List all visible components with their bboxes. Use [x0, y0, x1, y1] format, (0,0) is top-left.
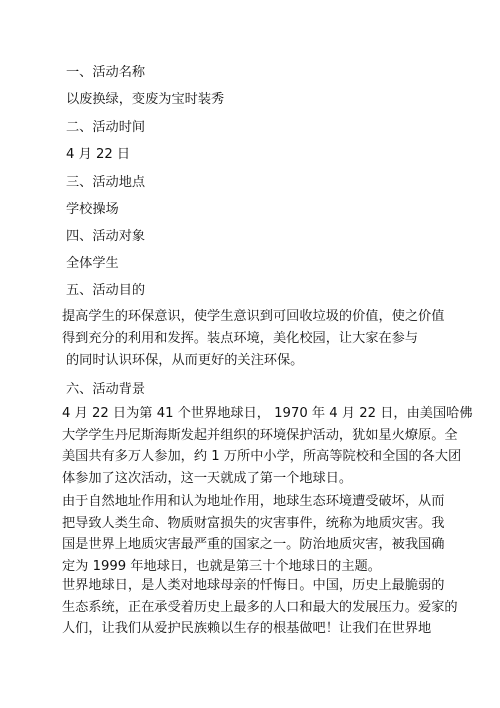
- text-line: 生态系统，正在承受着历史上最多的人口和最大的发展压力。爱家的: [62, 599, 458, 615]
- section-heading-background: 六、活动背景: [66, 382, 146, 397]
- text-line: 的同时认识环保，从而更好的关注环保。: [66, 353, 304, 368]
- text-line: 体参加了这次活动，这一天就成了第一个地球日。: [62, 470, 353, 486]
- text-line: 美国共有多万人参加，约 1 万所中小学，所高等院校和全国的各大团: [62, 449, 462, 464]
- text-line: 4 月 22 日为第 41 个世界地球日， 1970 年 4 月 22 日，由美国哈佛: [62, 406, 473, 421]
- activity-time: 4 月 22 日: [66, 147, 131, 162]
- text-line: 人们，让我们从爱护民族赖以生存的根基做吧！让我们在世界地: [62, 621, 432, 636]
- activity-name: 以废换绿，变废为宝时装秀: [66, 92, 225, 107]
- background-paragraph-2: [62, 491, 444, 577]
- section-heading-time: 二、活动时间: [66, 120, 146, 135]
- text-line: 提高学生的环保意识，使学生意识到可回收垃圾的价值，使之价值: [62, 309, 445, 324]
- purpose-paragraph-continued: [66, 350, 303, 372]
- section-heading-name: 一、活动名称: [66, 65, 146, 80]
- text-line: 大学学生丹尼斯海斯发起并组织的环境保护活动，犹如星火燎原。全: [62, 427, 458, 443]
- activity-audience: 全体学生: [66, 256, 119, 271]
- section-heading-location: 三、活动地点: [66, 175, 146, 190]
- text-line: 由于自然地址作用和认为地址作用，地球生态环境遭受破坏，从而: [62, 494, 445, 509]
- text-line: 世界地球日，是人类对地球母亲的忏悔日。中国，历史上最脆弱的: [62, 578, 445, 593]
- text-line: 得到充分的利用和发挥。装点环境，美化校园，让大家在参与: [62, 330, 419, 346]
- section-heading-audience: 四、活动对象: [66, 229, 146, 244]
- background-paragraph-1: [62, 403, 473, 489]
- purpose-paragraph: [62, 306, 444, 349]
- activity-location: 学校操场: [66, 202, 119, 217]
- background-paragraph-3: [62, 575, 458, 640]
- section-heading-purpose: 五、活动目的: [66, 283, 146, 298]
- text-line: 定为 1999 年地球日，也就是第三十个地球日的主题。: [62, 558, 381, 574]
- text-line: 把导致人类生命、物质财富损失的灾害事件，统称为地质灾害。我: [62, 515, 445, 531]
- text-line: 国是世界上地质灾害最严重的国家之一。防治地质灾害，被我国确: [62, 537, 445, 552]
